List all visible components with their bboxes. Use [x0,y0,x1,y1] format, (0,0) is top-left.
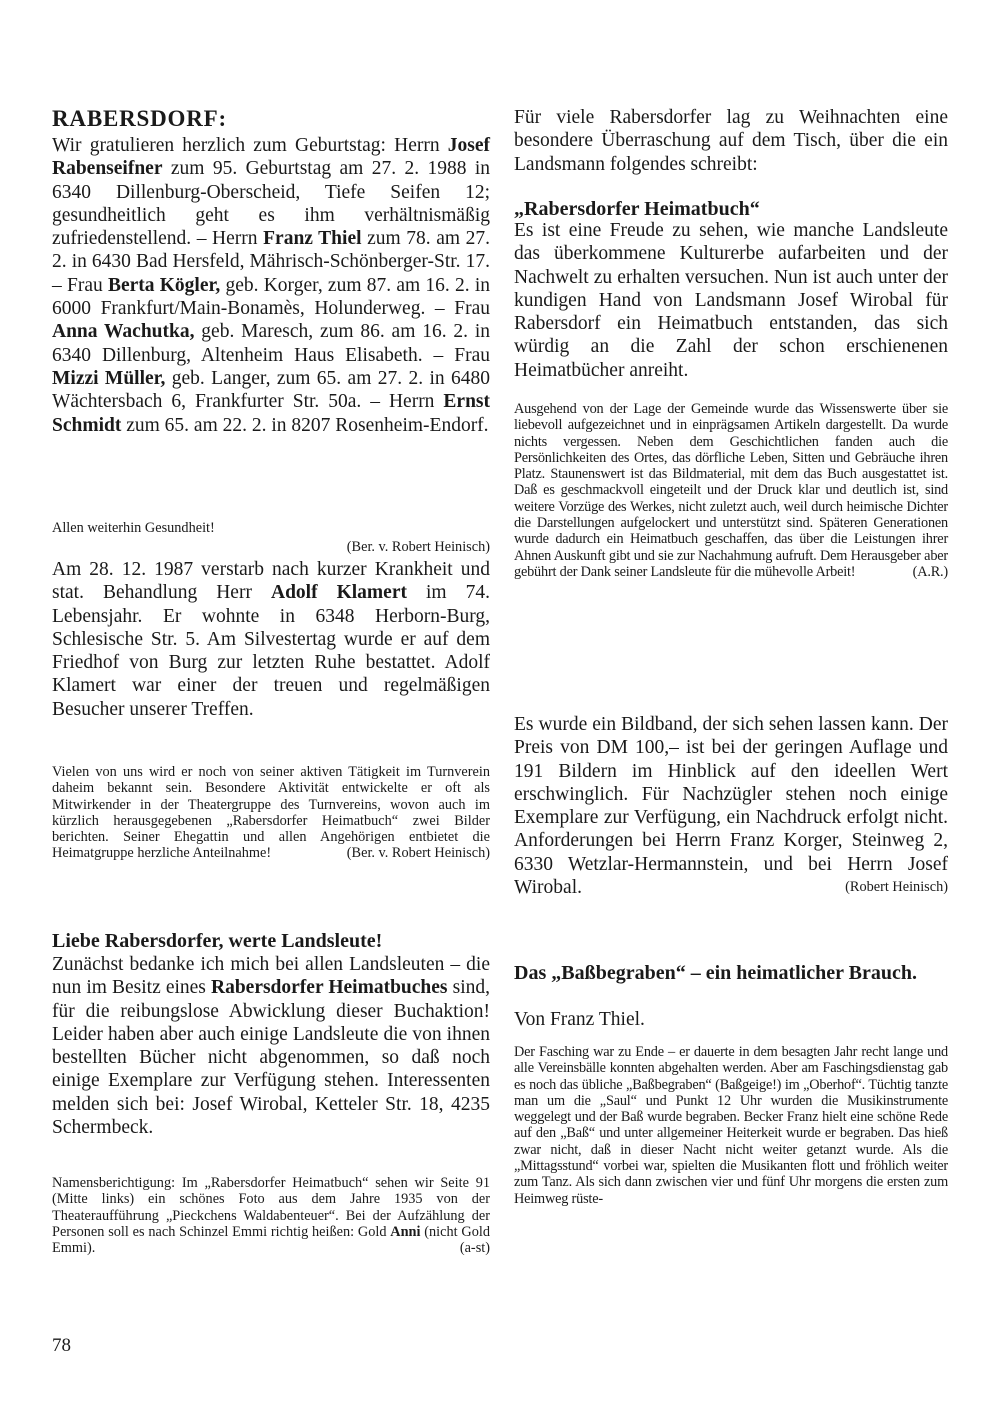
correction-signature: (a-st) [459,1240,490,1257]
wish-line: Allen weiterhin Gesundheit! [52,520,215,536]
rabersdorfer-heimatbuches-bold: Rabersdorfer Heimatbuches [210,977,448,999]
story-paragraph: Der Fasching war zu Ende – er dauerte in dem besagten Jahr recht lange und alle Vereinsbälle konnten abgehalten werden. Aber am Faschingsdienstag gab es noch das übliche „Baßbegraben“ (Baßgeige!) im „Oberhof“. Tüchtig tanzte man um die „Saul“ und Punkt 12 Uhr wurden die Musikinstrumente weggelegt und der Baß wurde begraben. Becker Franz hielt eine schöne Rede auf den „Baß“ und unter allgemeiner Heiterkeit wurde er begraben. Das hieß zwar nicht, daß in dieser Nacht nicht weiter getanzt wurde. Als die „Mittagsstund“ vorbei war, spielten die Musikanten flott und fröhlich weiter zum Tanz. Als sich dann zwischen vier und fünf Uhr morgens die ersten zum Heimweg rüste- [514,1044,948,1207]
book-title: „Rabersdorfer Heimatbuch“ [514,198,760,220]
name-ernst-schmidt: Ernst Schmidt [52,391,490,436]
correction-paragraph: Namensberichtigung: Im „Rabersdorfer Heimatbuch“ sehen wir Seite 91 (Mitte links) ein schönes Foto aus dem Jahre 1935 von der Theateraufführung „Pieckchens Waldabenteuer“. Bei der Aufzählung der Personen soll es nach Schinzel Emmi richtig heißen: Gold Anni (nicht Gold Emmi). (a-st) [52,1175,490,1257]
name-adolf-klamert: Adolf Klamert [270,582,407,604]
section-heading-rabersdorf: RABERSDORF: [52,106,227,131]
letter-paragraph: Zunächst bedanke ich mich bei allen Landsleuten – die nun im Besitz eines Rabersdorfer Heimatbuches sind, für die reibungslose Abwicklung dieser Buchaktion! Leider haben aber auch einige Landsleute die von ihnen bestellten Bücher nicht abgenommen, so daß noch einige Exemplare zur Verfügung stehen. Interessenten melden sich bei: Josef Wirobal, Ketteler Str. 18, 4235 Schermbeck. [52,954,490,1139]
name-mizzi-mueller: Mizzi Müller, [52,367,166,389]
story-heading: Das „Baßbegraben“ – ein heimatlicher Brauch. [514,962,917,984]
book-review-signature: (A.R.) [912,563,948,580]
wish-signature: (Ber. v. Robert Heinisch) [346,539,490,555]
name-franz-thiel: Franz Thiel [263,228,362,250]
name-anna-wachutka: Anna Wachutka, [52,321,195,343]
page-number: 78 [52,1335,71,1356]
story-byline: Von Franz Thiel. [514,1009,645,1030]
obituary-signature: (Ber. v. Robert Heinisch) [346,845,490,862]
letter-heading: Liebe Rabersdorfer, werte Landsleute! [52,930,383,952]
price-signature: (Robert Heinisch) [845,879,948,896]
book-text: Es ist eine Freude zu sehen, wie manche Landsleute das überkommene Kulturerbe aufarbeiten und der Nachwelt zu erhalten versuchen. Nun ist auch unter der kundigen Hand von Landsmann Josef Wirobal für Rabersdorf ein Heimatbuch entstanden, das sich würdig an die Zahl der schon erschienenen Heimatbücher anreiht. [514,220,948,381]
book-review-small: Ausgehend von der Lage der Gemeinde wurde das Wissenswerte über sie liebevoll aufgezeichnet und in einprägsamen Artikeln dargestellt. Da wurde nichts vergessen. Neben dem Geschichtlichen fanden auch die Persönlichkeiten des Ortes, das dörfliche Leben, Sitten und Gebräuche ihren Platz. Staunenswert ist das Bildmaterial, mit dem das Buch ausgestattet ist. Daß es geschmackvoll eingeteilt und der Druck klar und deutlich ist, sind weitere Vorzüge des Werkes, nicht zuletzt auch, weil durch heimische Dichter die Darstellungen aufgelockert und unterstützt sind. Späteren Generationen wurde dadurch ein Heimatbuch geschaffen, das über die Leistungen ihrer Ahnen Auskunft gibt und sie zur Nachahmung aufruft. Dem Herausgeber aber gebührt der Dank seiner Landsleute für die mühevolle Arbeit! (A.R.) [514,401,948,580]
name-anni-bold: Anni [390,1223,421,1240]
price-paragraph: Es wurde ein Bildband, der sich sehen lassen kann. Der Preis von DM 100,– ist bei der geringen Auflage und 191 Bildern im Hinblick auf den ideellen Wert erschwinglich. Für Nachzügler stehen noch einige Exemplare zur Verfügung, ein Nachdruck erfolgt nicht. Anforderungen bei Herrn Franz Korger, Steinweg 2, 6330 Wetzlar-Hermannstein, und bei Herrn Josef Wirobal. (Robert Heinisch) [514,714,948,899]
birthday-paragraph: Wir gratulieren herzlich zum Geburtstag: Herrn Josef Rabenseifner zum 95. Geburtstag am 27. 2. 1988 in 6340 Dillenburg-Oberscheid, Tiefe Seifen 12; gesundheitlich geht es ihm verhältnismäßig zufriedenstellend. – Herrn Franz Thiel zum 78. am 27. 2. in 6430 Bad Hersfeld, Mährisch-Schönberger-Str. 17. – Frau Berta Kögler, geb. Korger, zum 87. am 16. 2. in 6000 Frankfurt/Main-Bonamès, Holunderweg. – Frau Anna Wachutka, geb. Maresch, zum 86. am 16. 2. in 6340 Dillenburg, Altenheim Haus Elisabeth. – Frau Mizzi Müller, geb. Langer, zum 65. am 27. 2. in 6480 Wächtersbach 6, Frankfurter Str. 50a. – Herrn Ernst Schmidt zum 65. am 22. 2. in 8207 Rosenheim-Endorf. [52,135,491,436]
obituary-paragraph: Am 28. 12. 1987 verstarb nach kurzer Krankheit und stat. Behandlung Herr Adolf Klamert im 74. Lebensjahr. Er wohnte in 6348 Herborn-Burg, Schlesische Str. 5. Am Silvestertag wurde er auf dem Friedhof von Burg zur letzten Ruhe bestattet. Adolf Klamert war einer der treuen und regelmäßigen Besucher unserer Treffen. [52,559,490,720]
name-josef-rabenseifner: Josef Rabenseifner [52,135,490,180]
obituary-small-paragraph: Vielen von uns wird er noch von seiner aktiven Tätigkeit im Turnverein daheim bekannt sein. Besondere Aktivität entwickelte er oft als Mitwirkender in der Theatergruppe des Turnvereins, wovon auch im kürzlich herausgegebenen „Rabersdorfer Heimatbuch“ zwei Bilder berichten. Seiner Ehegattin und allen Angehörigen entbietet die Heimatgruppe herzliche Anteilnahme! (Ber. v. Robert Heinisch) [52,764,490,862]
name-berta-koegler: Berta Kögler, [107,274,221,296]
intro-paragraph: Für viele Rabersdorfer lag zu Weihnachten eine besondere Überraschung auf dem Tisch, über die ein Landsmann folgendes schreibt: [514,107,948,175]
